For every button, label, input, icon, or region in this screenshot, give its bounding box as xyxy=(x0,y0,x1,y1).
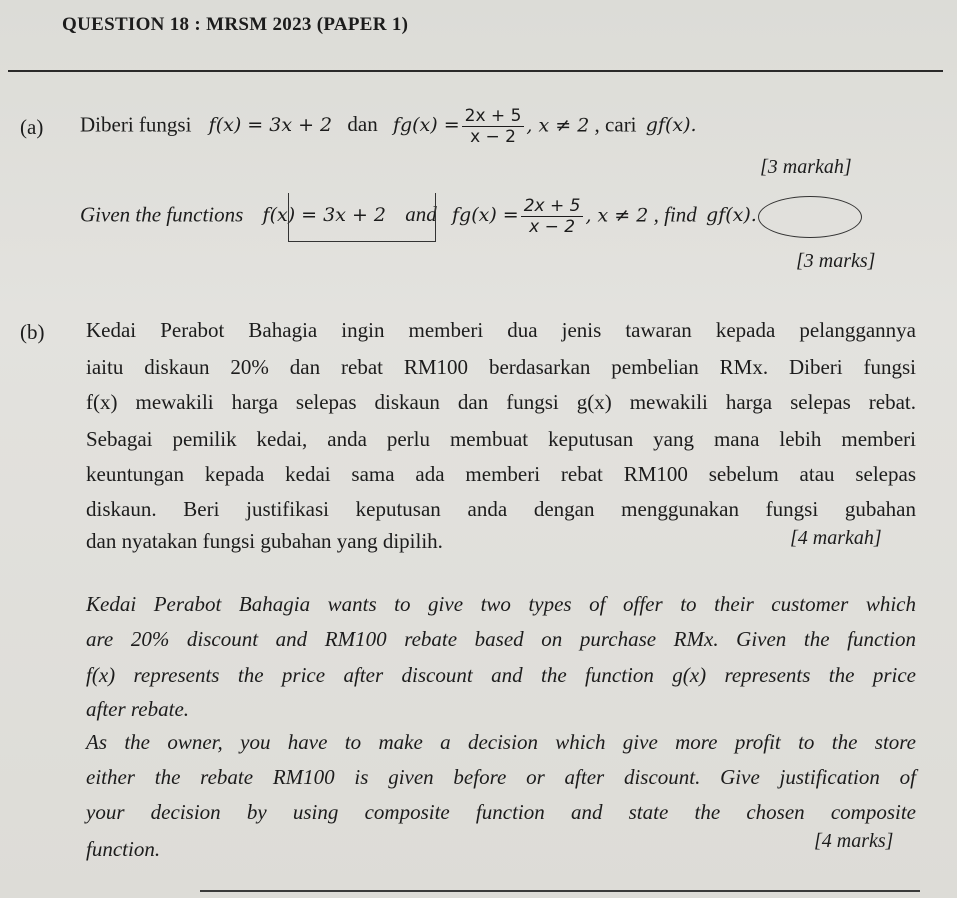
fraction-denominator: x − 2 xyxy=(462,126,525,147)
part-b-english-line: Kedai Perabot Bahagia wants to give two types of offer to their customer which xyxy=(86,592,916,616)
part-b-malay-line: Kedai Perabot Bahagia ingin memberi dua jenis tawaran kepada pelanggannya xyxy=(86,318,916,342)
part-a-malay-target: gf(x). xyxy=(645,114,697,137)
title-divider xyxy=(8,70,943,72)
part-a-label: (a) xyxy=(20,115,44,139)
part-b-label: (b) xyxy=(20,320,45,344)
part-a-malay-statement xyxy=(80,106,697,147)
question-title: QUESTION 18 : MRSM 2023 (PAPER 1) xyxy=(62,14,409,35)
part-b-english-line: f(x) represents the price after discount and the function g(x) represents the price xyxy=(86,663,916,687)
part-a-malay-f-definition: f(x) = 3x + 2 xyxy=(208,114,333,137)
part-b-english-line: after rebate. xyxy=(86,697,190,721)
part-b-malay-line: dan nyatakan fungsi gubahan yang dipilih. xyxy=(86,529,443,553)
part-a-malay-marks: [3 markah] xyxy=(760,156,852,178)
part-b-english-marks: [4 marks] xyxy=(814,830,894,852)
part-a-english-condition: , x ≠ 2 xyxy=(585,204,649,227)
part-b-malay-line: keuntungan kepada kedai sama ada memberi rebat RM100 sebelum atau selepas xyxy=(86,462,916,486)
part-a-english-find: , find xyxy=(653,202,697,227)
part-b-english-line: either the rebate RM100 is given before or after discount. Give justification of xyxy=(86,765,916,789)
bottom-divider xyxy=(200,890,920,892)
part-a-english-fg-left: fg(x) = xyxy=(452,204,519,227)
part-b-malay-line: iaitu diskaun 20% dan rebat RM100 berdasarkan pembelian RMx. Diberi fungsi xyxy=(86,355,916,379)
part-a-english-f-definition: f(x) = 3x + 2 xyxy=(262,204,387,227)
part-b-malay-line: f(x) mewakili harga selepas diskaun dan fungsi g(x) mewakili harga selepas rebat. xyxy=(86,390,916,414)
part-a-english-marks: [3 marks] xyxy=(796,250,876,272)
fraction-numerator: 2x + 5 xyxy=(523,196,581,216)
part-a-english-target: gf(x). xyxy=(706,204,757,227)
part-a-malay-dan: dan xyxy=(347,112,378,137)
part-a-english-intro: Given the functions xyxy=(80,202,244,227)
part-b-malay-marks: [4 markah] xyxy=(790,527,882,549)
handwritten-circle-annotation xyxy=(758,196,862,238)
part-b-malay-line: Sebagai pemilik kedai, anda perlu membuat keputusan yang mana lebih memberi xyxy=(86,427,916,451)
part-b-english-line: your decision by using composite function and state the chosen composite xyxy=(86,800,916,824)
part-a-english-and: and xyxy=(405,202,437,227)
part-b-malay-line: diskaun. Beri justifikasi keputusan anda dengan menggunakan fungsi gubahan xyxy=(86,497,916,521)
part-a-english-fraction xyxy=(521,196,584,237)
handwritten-box-annotation xyxy=(288,193,436,242)
fraction-denominator: x − 2 xyxy=(521,216,584,237)
fraction-numerator: 2x + 5 xyxy=(464,106,522,126)
part-b-english-line: As the owner, you have to make a decision which give more profit to the store xyxy=(86,730,916,754)
part-a-malay-cari: , cari xyxy=(594,112,637,137)
part-a-malay-fraction xyxy=(462,106,525,147)
part-a-malay-fg-left: fg(x) = xyxy=(392,114,460,137)
part-b-english-line: function. xyxy=(86,837,161,861)
part-b-english-line: are 20% discount and RM100 rebate based on purchase RMx. Given the function xyxy=(86,627,916,651)
part-a-malay-intro: Diberi fungsi xyxy=(80,112,192,137)
part-a-malay-condition: , x ≠ 2 xyxy=(526,114,590,137)
